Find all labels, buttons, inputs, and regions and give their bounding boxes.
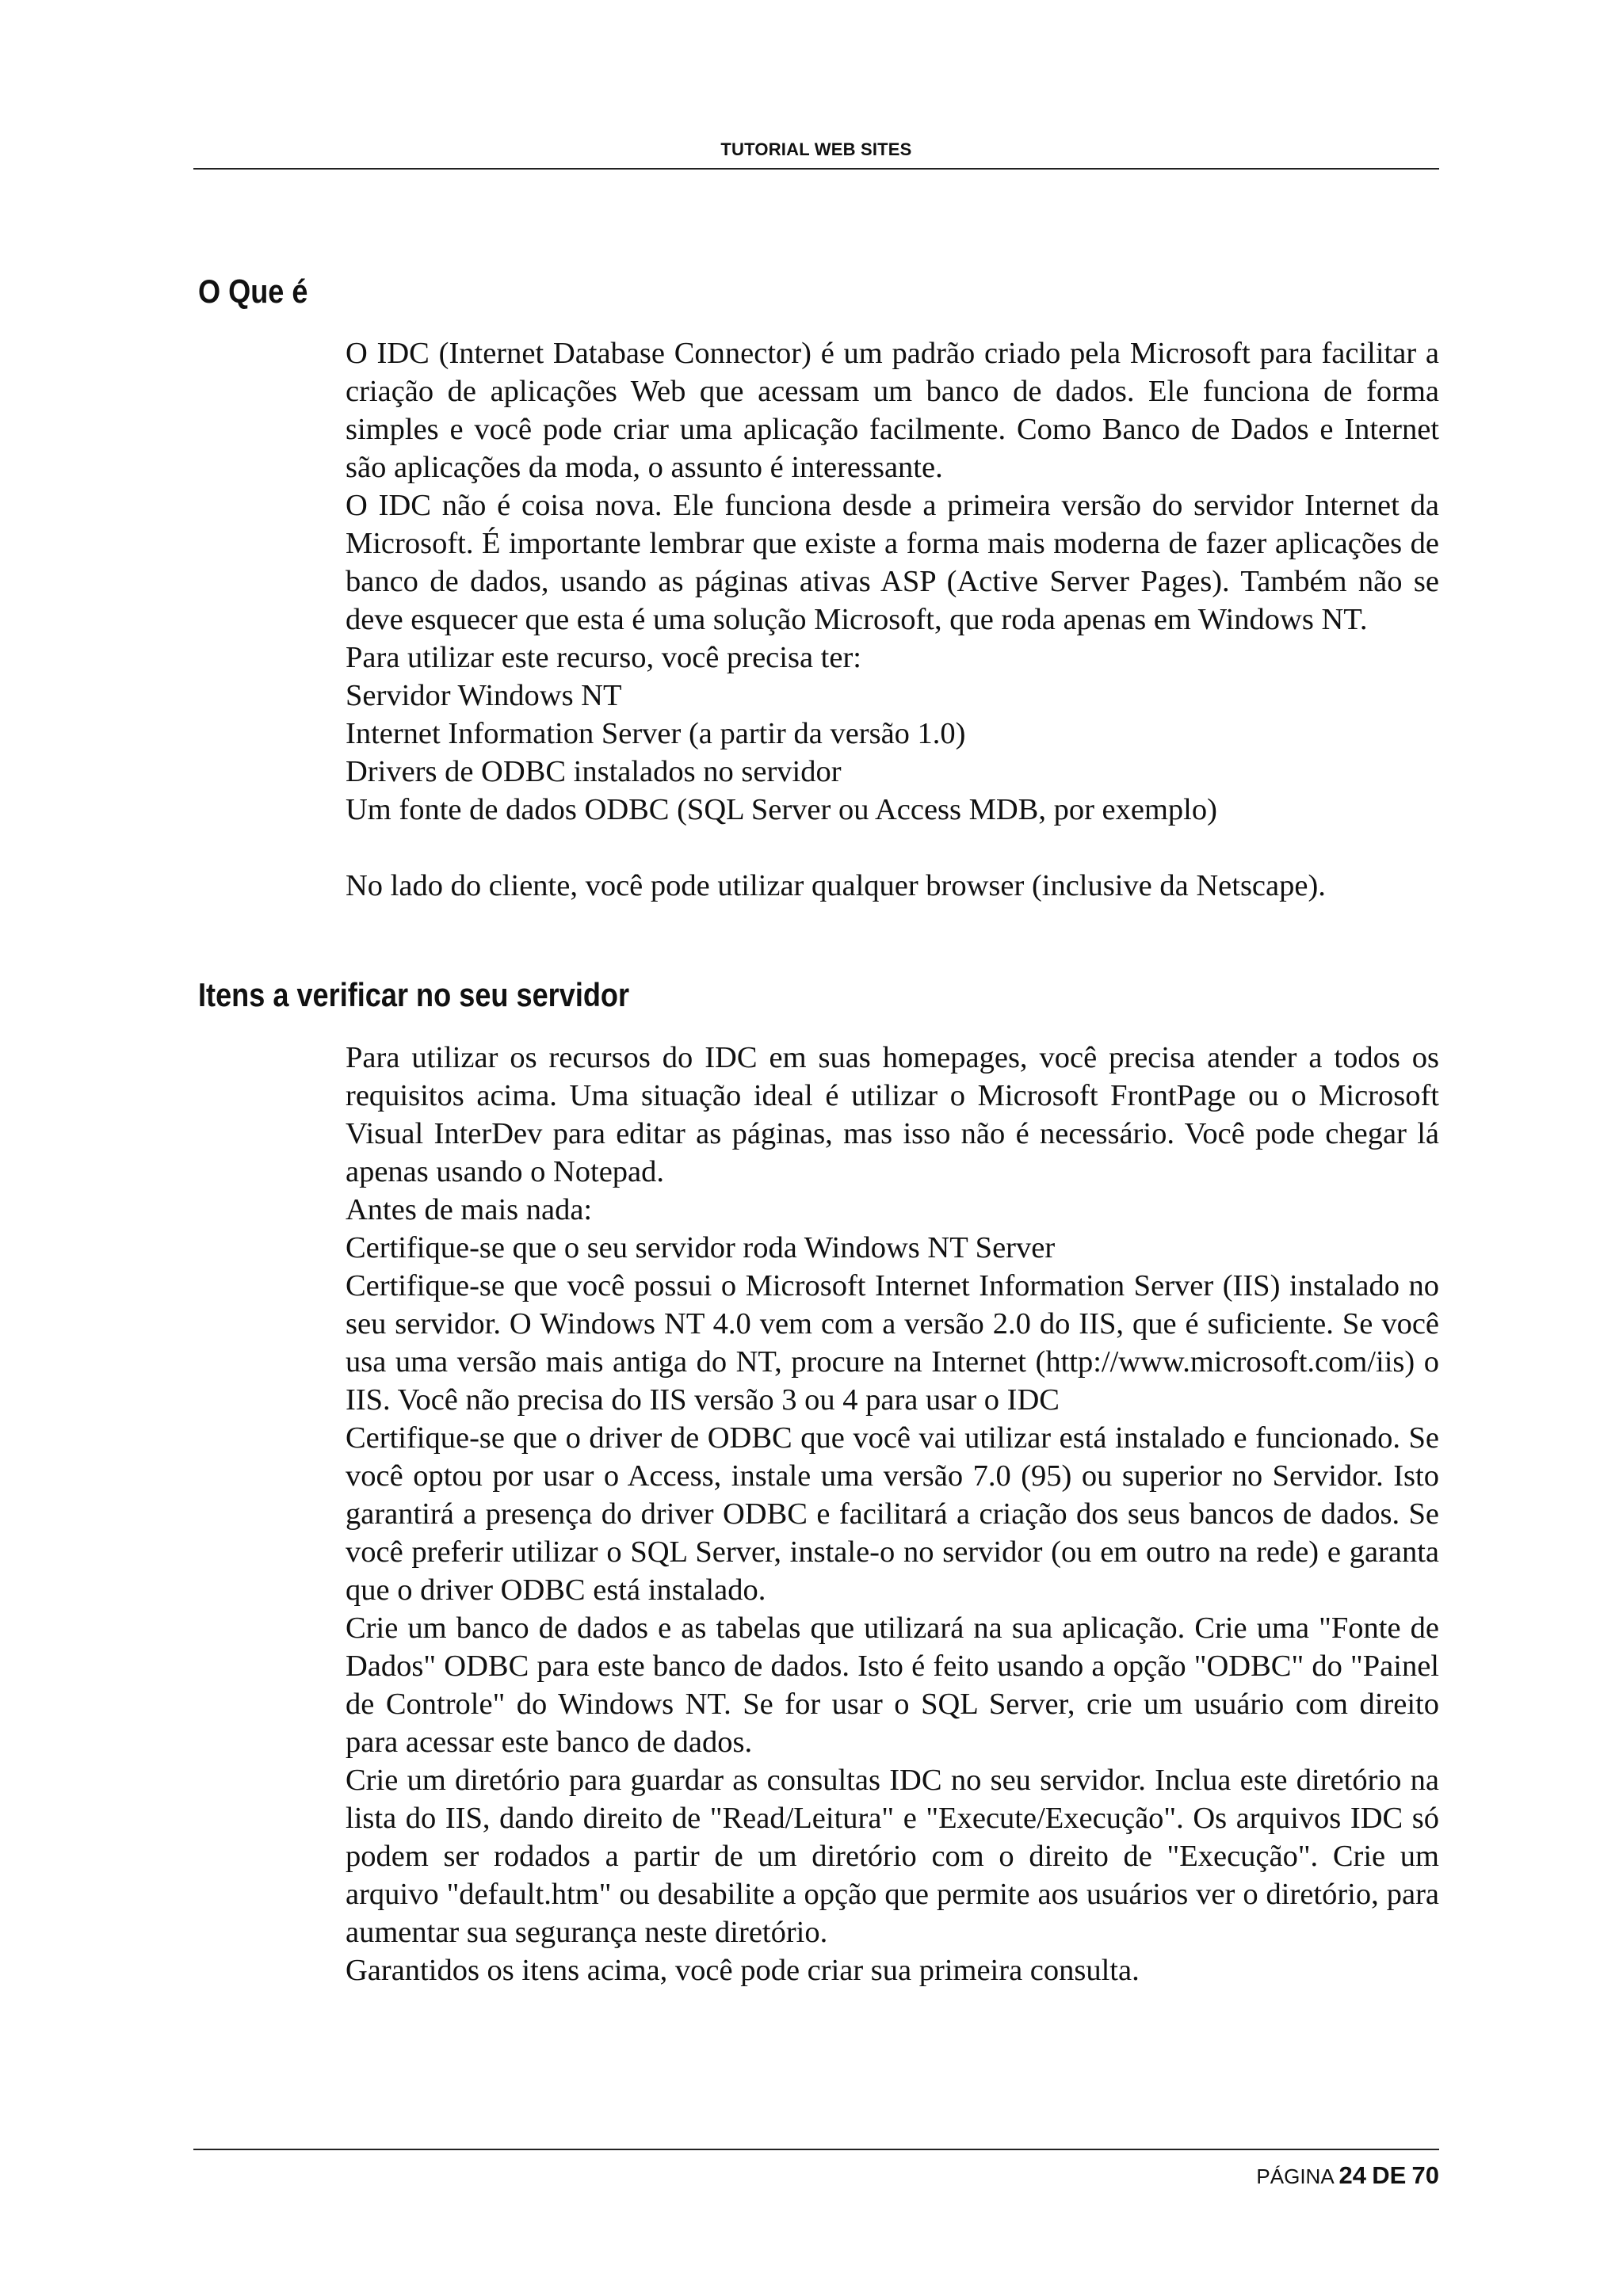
- paragraph: Antes de mais nada:: [346, 1193, 593, 1226]
- section-body-itens-a-verificar: [346, 1039, 1439, 1989]
- checklist-item: Crie um diretório para guardar as consultas IDC no seu servidor. Inclua este diretório na lista do IIS, dando direito de "Read/Leitura" e "Execute/Execução". Os arquivos IDC só podem ser rodados a partir de um diretório com o direito de "Execução". Crie um arquivo "default.htm" ou desabilite a opção que permite aos usuários ver o diretório, para aumentar sua segurança neste diretório.: [346, 1764, 1439, 1949]
- paragraph: No lado do cliente, você pode utilizar qualquer browser (inclusive da Netscape).: [346, 869, 1326, 902]
- paragraph: Para utilizar os recursos do IDC em suas homepages, você precisa atender a todos os requisitos acima. Uma situação ideal é utilizar o Microsoft FrontPage ou o Microsoft Visual InterDev para editar as páginas, mas isso não é necessário. Você pode chegar lá apenas usando o Notepad.: [346, 1041, 1439, 1188]
- checklist-item: Certifique-se que o driver de ODBC que você vai utilizar está instalado e funcionado. Se você optou por usar o Access, instale uma versão 7.0 (95) ou superior no Servidor. Isto garantirá a presença do driver ODBC e facilitará a criação dos seus bancos de dados. Se você preferir utilizar o SQL Server, instale-o no servidor (ou em outro na rede) e garanta que o driver ODBC está instalado.: [346, 1421, 1439, 1607]
- page-current: 24: [1338, 2161, 1366, 2189]
- header-title: TUTORIAL WEB SITES: [720, 139, 912, 159]
- requirement-item: Um fonte de dados ODBC (SQL Server ou Access MDB, por exemplo): [346, 793, 1217, 826]
- requirement-item: Drivers de ODBC instalados no servidor: [346, 755, 842, 788]
- footer-divider: [193, 2149, 1439, 2150]
- paragraph: O IDC não é coisa nova. Ele funciona desde a primeira versão do servidor Internet da Microsoft. É importante lembrar que existe a forma mais moderna de fazer aplicações de banco de dados, usando as páginas ativas ASP (Active Server Pages). Também não se deve esquecer que esta é uma solução Microsoft, que roda apenas em Windows NT.: [346, 489, 1439, 636]
- page-separator: DE: [1372, 2161, 1407, 2189]
- page-number: [1256, 2161, 1439, 2190]
- requirement-item: Internet Information Server (a partir da versão 1.0): [346, 717, 966, 750]
- page-label: PÁGINA: [1256, 2164, 1334, 2188]
- paragraph: Garantidos os itens acima, você pode criar sua primeira consulta.: [346, 1954, 1140, 1987]
- paragraph: O IDC (Internet Database Connector) é um padrão criado pela Microsoft para facilitar a criação de aplicações Web que acessam um banco de dados. Ele funciona de forma simples e você pode criar uma aplicação facilmente. Como Banco de Dados e Internet são aplicações da moda, o assunto é interessante.: [346, 337, 1439, 484]
- section-heading-o-que-e: O Que é: [198, 273, 308, 310]
- section-body-o-que-e: [346, 334, 1439, 905]
- paragraph: Para utilizar este recurso, você precisa ter:: [346, 641, 861, 674]
- section-heading-itens-a-verificar: Itens a verificar no seu servidor: [198, 976, 630, 1013]
- checklist-item: Certifique-se que você possui o Microsoft Internet Information Server (IIS) instalado no seu servidor. O Windows NT 4.0 vem com a versão 2.0 do IIS, que é suficiente. Se você usa uma versão mais antiga do NT, procure na Internet (http://www.microsoft.com/iis) o IIS. Você não precisa do IIS versão 3 ou 4 para usar o IDC: [346, 1269, 1439, 1417]
- checklist-item: Crie um banco de dados e as tabelas que utilizará na sua aplicação. Crie uma "Fonte de Dados" ODBC para este banco de dados. Isto é feito usando a opção "ODBC" do "Painel de Controle" do Windows NT. Se for usar o SQL Server, crie um usuário com direito para acessar este banco de dados.: [346, 1611, 1439, 1759]
- requirement-item: Servidor Windows NT: [346, 679, 622, 712]
- checklist-item: Certifique-se que o seu servidor roda Windows NT Server: [346, 1231, 1056, 1264]
- page-total: 70: [1411, 2161, 1439, 2189]
- header-divider: [193, 168, 1439, 170]
